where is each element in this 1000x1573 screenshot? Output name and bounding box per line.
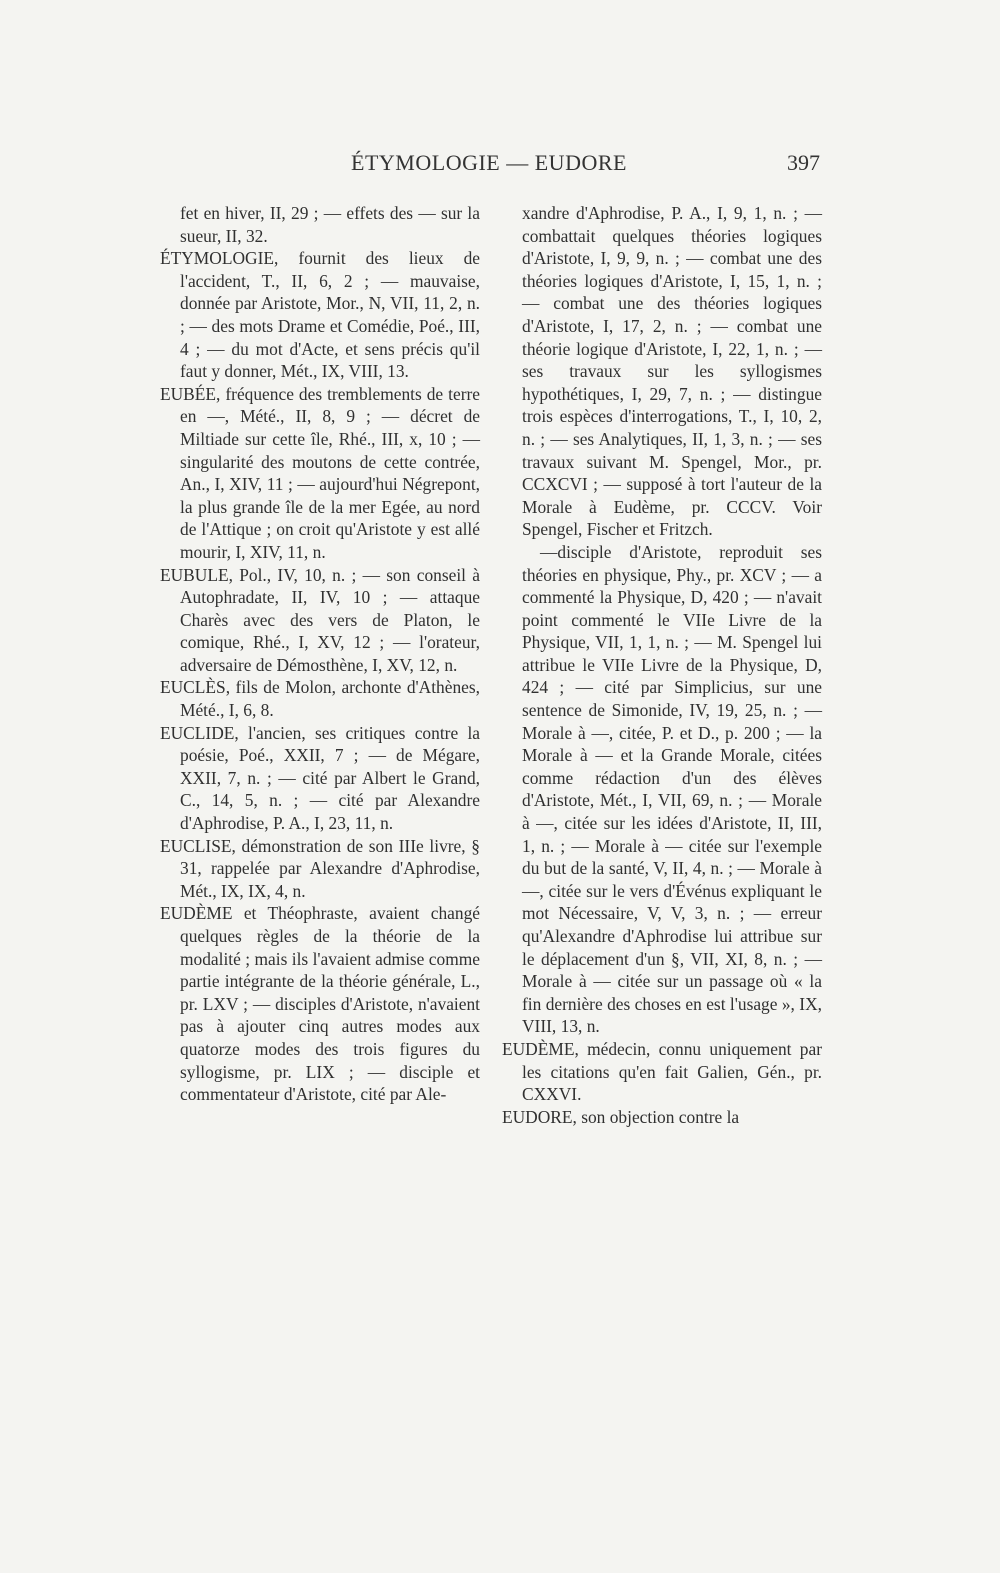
page-number: 397: [787, 150, 820, 175]
index-entry: EUCLIDE, l'ancien, ses critiques contre la poésie, Poé., XXII, 7 ; — de Mégare, XXII, 7, n. ; — cité par Albert le Grand, C., 14, 5, n. ; — cité par Alexandre d'Aphrodise, P. A., I, 23, 11, n.: [160, 722, 480, 834]
index-entry: EUBULE, Pol., IV, 10, n. ; — son conseil à Autophradate, II, IV, 10 ; — attaque Charès avec des vers de Platon, le comique, Rhé., I, XV, 12 ; — l'orateur, adversaire de Démosthène, I, XV, 12, n.: [160, 564, 480, 675]
left-column: [160, 202, 480, 1106]
index-entry: EUDÈME, médecin, connu uniquement par les citations qu'en fait Galien, Gén., pr. CXXVI.: [502, 1038, 822, 1105]
index-entry: EUDÈME et Théophraste, avaient changé quelques règles de la théorie de la modalité ; mais ils l'avaient admise comme partie intégrante de la théorie générale, L., pr. LXV ; — disciples d'Aristote, n'avaient pas à ajouter cinq autres modes aux quatorze modes des trois figures du syllogisme, pr. LIX ; — disciple et commentateur d'Aristote, cité par Ale-: [160, 903, 480, 1105]
index-entry: EUCLISE, démonstration de son IIIe livre, § 31, rappelée par Alexandre d'Aphrodise, Mét., IX, IX, 4, n.: [160, 835, 480, 901]
running-title: ÉTYMOLOGIE — EUDORE: [351, 150, 627, 175]
index-entry: EUCLÈS, fils de Molon, archonte d'Athènes, Mété., I, 6, 8.: [160, 677, 480, 721]
right-column: [502, 202, 822, 1128]
index-entry: —disciple d'Aristote, reproduit ses théories en physique, Phy., pr. XCV ; — a commenté la Physique, D, 420 ; — n'avait point commenté le VIIe Livre de la Physique, VII, 1, 1, n. ; — M. Spengel lui attribue le VIIe Livre de la Physique, D, 424 ; — cité par Simplicius, sur une sentence de Simonide, IV, 19, 25, n. ; — Morale à —, citée, P. et D., p. 200 ; — la Morale à — et la Grande Morale, citées comme rédaction d'un des élèves d'Aristote, Mét., I, VII, 69, n. ; — Morale à —, citée sur les idées d'Aristote, II, III, 1, n. ; — Morale à — citée sur l'exemple du but de la santé, V, II, 4, n. ; — Morale à —, citée sur le vers d'Événus expliquant le mot Nécessaire, V, V, 3, n. ; — erreur qu'Alexandre d'Aphrodise lui attribue sur le déplacement d'un §, VII, XI, 8, n. ; — Morale à — citée sur un passage où « la fin dernière des choses en est l'usage », IX, VIII, 13, n.: [522, 541, 822, 1037]
page-header: [158, 150, 820, 186]
index-entry: EUBÉE, fréquence des tremblements de terre en —, Mété., II, 8, 9 ; — décret de Miltiade sur cette île, Rhé., III, x, 10 ; — singularité des moutons de cette contrée, An., I, XIV, 11 ; — aujourd'hui Négrepont, la plus grande île de la mer Egée, au nord de l'Attique ; on croit qu'Aristote y est allé mourir, I, XIV, 11, n.: [160, 383, 480, 562]
index-entry: ÉTYMOLOGIE, fournit des lieux de l'accident, T., II, 6, 2 ; — mauvaise, donnée par Aristote, Mor., N, VII, 11, 2, n. ; — des mots Drame et Comédie, Poé., III, 4 ; — du mot d'Acte, et sens précis qu'il faut y donner, Mét., IX, VIII, 13.: [160, 248, 480, 382]
index-entry: fet en hiver, II, 29 ; — effets des — sur la sueur, II, 32.: [180, 203, 480, 246]
index-entry: xandre d'Aphrodise, P. A., I, 9, 1, n. ; — combattait quelques théories logiques d'Aristote, I, 9, 9, n. ; — combat une des théories logiques d'Aristote, I, 15, 1, n. ; — combat une des théories logiques d'Aristote, I, 17, 2, n. ; — combat une théorie logique d'Aristote, I, 22, 1, n. ; — ses travaux sur les syllogismes hypothétiques, I, 29, 7, n. ; — distingue trois espèces d'interrogations, T., I, 10, 2, n. ; — ses Analytiques, II, 1, 3, n. ; — ses travaux suivant M. Spengel, Mor., pr. CCXCVI ; — supposé à tort l'auteur de la Morale à Eudème, pr. CCCV. Voir Spengel, Fischer et Fritzch.: [522, 203, 822, 540]
index-entry: EUDORE, son objection contre la: [502, 1106, 740, 1127]
